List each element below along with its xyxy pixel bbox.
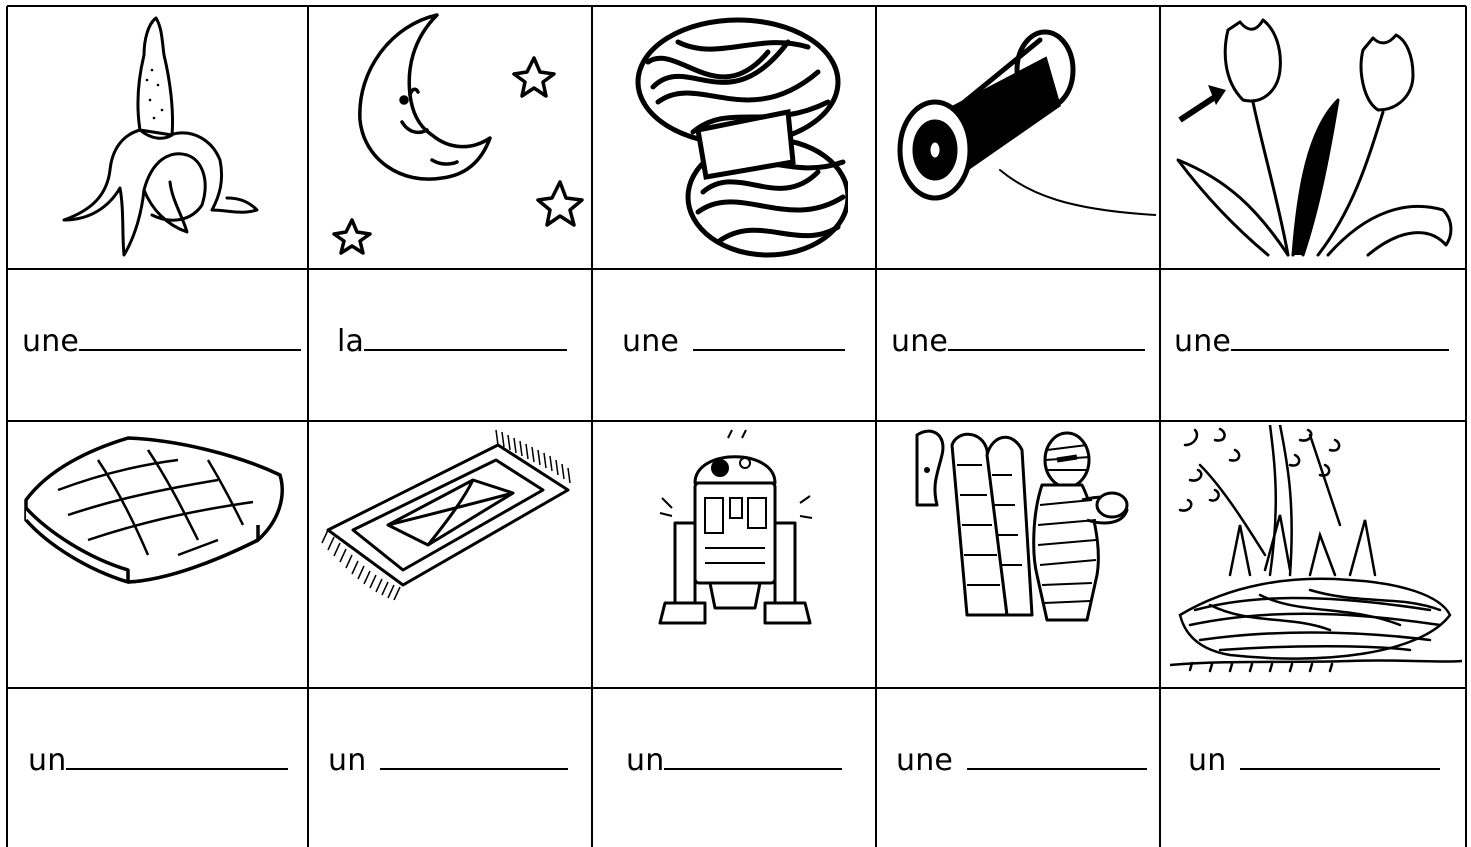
answer-blank[interactable] [380,742,568,770]
article-text: la [337,324,365,359]
rug-icon [318,425,580,605]
label-thread [891,323,1145,360]
robot-icon [650,428,820,633]
label-tulip [1174,323,1449,360]
answer-blank[interactable] [967,742,1147,770]
label-wool [622,323,845,360]
ball-of-wool-icon [618,12,848,262]
label-moon [337,323,567,360]
mattress-icon [18,430,290,590]
article-text: un [1188,743,1227,778]
answer-blank[interactable] [66,742,288,770]
answer-blank[interactable] [693,323,845,351]
answer-blank[interactable] [948,323,1145,351]
article-text: une [896,743,954,778]
label-nest [1188,742,1440,779]
article-text: une [891,324,949,359]
moon-with-stars-icon [312,10,588,265]
article-text: une [1174,324,1232,359]
article-text: un [28,743,67,778]
answer-blank[interactable] [1240,742,1440,770]
article-text: une [22,324,80,359]
answer-blank[interactable] [79,323,301,351]
article-text: une [622,324,680,359]
label-mummy [896,742,1147,779]
answer-blank[interactable] [364,323,567,351]
bird-nest-icon [1170,425,1462,680]
label-rug [328,742,568,779]
tulip-flowers-icon [1168,10,1460,265]
label-robot [626,742,842,779]
answer-blank[interactable] [664,742,842,770]
article-text: un [328,743,367,778]
spool-of-thread-icon [890,20,1156,220]
answer-blank[interactable] [1231,323,1449,351]
article-text: un [626,743,665,778]
mummy-icon [912,425,1132,625]
banana-icon [52,10,262,265]
label-mattress [28,742,288,779]
label-banana [22,323,301,360]
